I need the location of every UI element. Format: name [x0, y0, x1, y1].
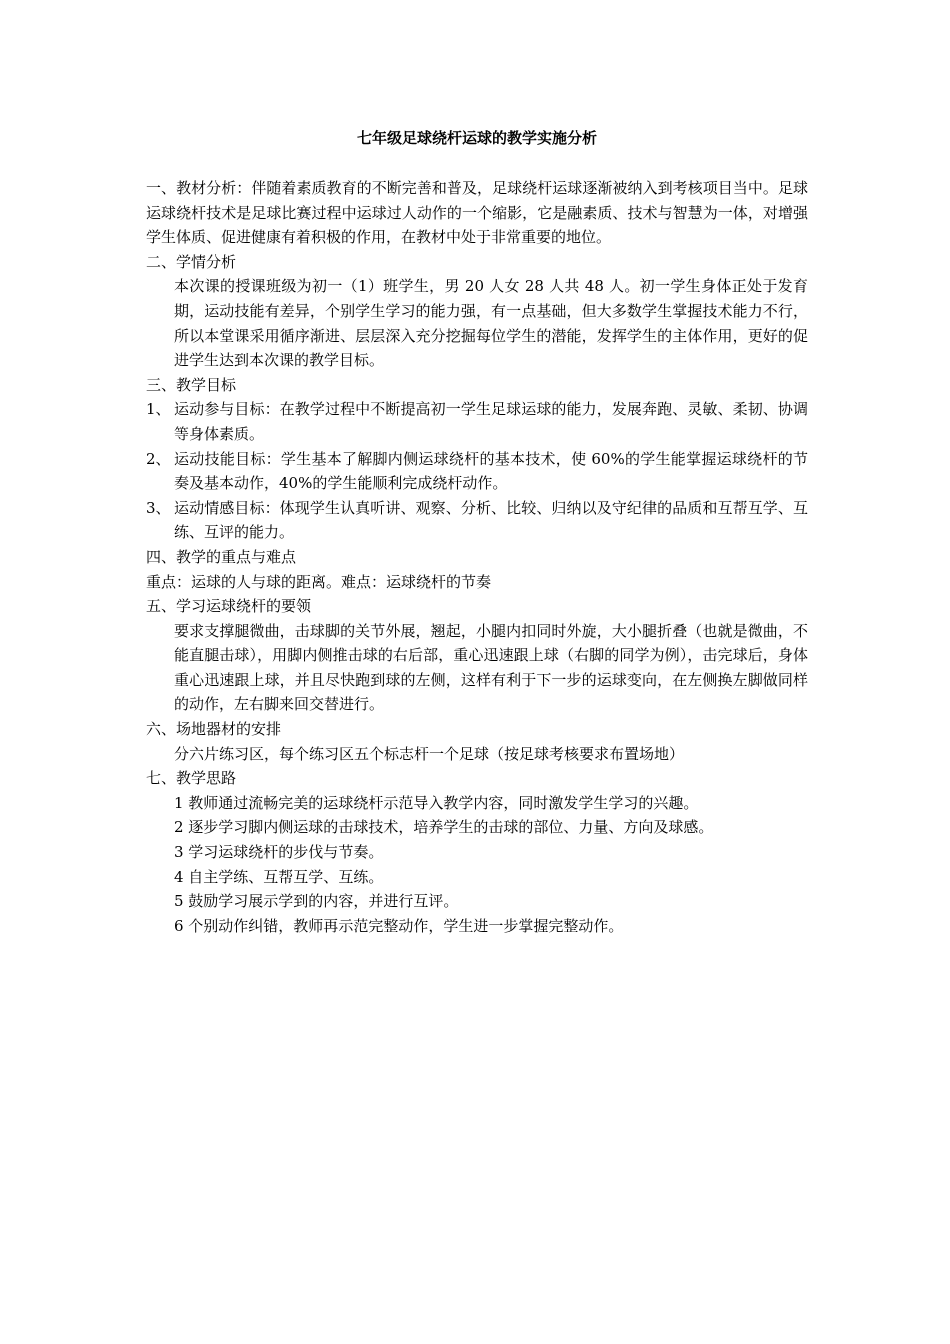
- document-title: 七年级足球绕杆运球的教学实施分析: [356, 129, 597, 147]
- approach-step: 5 鼓励学习展示学到的内容，并进行互评。: [174, 892, 459, 911]
- section-heading-key-points: 四、教学的重点与难点: [146, 547, 297, 566]
- section-heading-student-analysis: 二、学情分析: [146, 252, 237, 271]
- approach-step: 1 教师通过流畅完美的运球绕杆示范导入教学内容，同时激发学生学习的兴趣。: [174, 793, 699, 812]
- document-page: [146, 126, 808, 938]
- key-points-body: 重点：运球的人与球的距离。难点：运球绕杆的节奏: [146, 572, 492, 591]
- goal-item: [146, 397, 808, 446]
- section-heading-technique: 五、学习运球绕杆的要领: [146, 597, 312, 616]
- technique-body: 要求支撑腿微曲，击球脚的关节外展，翘起，小腿内扣同时外旋，大小腿折叠（也就是微曲，不能直腿击球），用脚内侧推击球的右后部，重心迅速跟上球（右脚的同学为例），击完球后，身体重心迅速跟上球，并且尽快跑到球的左侧，这样有利于下一步的运球变向，在左侧换左脚做同样的动作，左右脚来回交替进行。: [174, 621, 808, 714]
- section-heading-equipment: 六、场地器材的安排: [146, 720, 282, 739]
- goal-number: 1、: [146, 400, 171, 419]
- goal-item: [146, 496, 808, 545]
- approach-step: 4 自主学练、互帮互学、互练。: [174, 867, 384, 886]
- section-materials-analysis: 一、教材分析：伴随着素质教育的不断完善和普及，足球绕杆运球逐渐被纳入到考核项目当中。足球运球绕杆技术是足球比赛过程中运球过人动作的一个缩影，它是融素质、技术与智慧为一体，对增强学生体质、促进健康有着积极的作用，在教材中处于非常重要的地位。: [146, 179, 808, 247]
- goal-text: 运动情感目标：体现学生认真听讲、观察、分析、比较、归纳以及守纪律的品质和互帮互学、互练、互评的能力。: [174, 498, 808, 542]
- goal-text: 运动技能目标：学生基本了解脚内侧运球绕杆的基本技术，使 60%的学生能掌握运球绕杆的节奏及基本动作，40%的学生能顺利完成绕杆动作。: [174, 449, 808, 493]
- approach-step: 3 学习运球绕杆的步伐与节奏。: [174, 843, 384, 862]
- approach-step: 6 个别动作纠错，教师再示范完整动作，学生进一步掌握完整动作。: [174, 916, 624, 935]
- section-heading-teaching-approach: 七、教学思路: [146, 769, 237, 788]
- goal-number: 2、: [146, 449, 171, 468]
- goal-number: 3、: [146, 498, 171, 517]
- section-heading-teaching-goals: 三、教学目标: [146, 375, 237, 394]
- approach-step: 2 逐步学习脚内侧运球的击球技术，培养学生的击球的部位、力量、方向及球感。: [174, 818, 714, 837]
- goal-item: [146, 447, 808, 496]
- equipment-body: 分六片练习区，每个练习区五个标志杆一个足球（按足球考核要求布置场地）: [174, 744, 685, 763]
- student-analysis-body: 本次课的授课班级为初一（1）班学生，男 20 人女 28 人共 48 人。初一学生身体正处于发育期，运动技能有差异，个别学生学习的能力强，有一点基础，但大多数学生掌握技术能力不行，所以本堂课采用循序渐进、层层深入充分挖掘每位学生的潜能，发挥学生的主体作用，更好的促进学生达到本次课的教学目标。: [174, 277, 808, 370]
- goal-text: 运动参与目标：在教学过程中不断提高初一学生足球运球的能力，发展奔跑、灵敏、柔韧、协调等身体素质。: [174, 400, 808, 443]
